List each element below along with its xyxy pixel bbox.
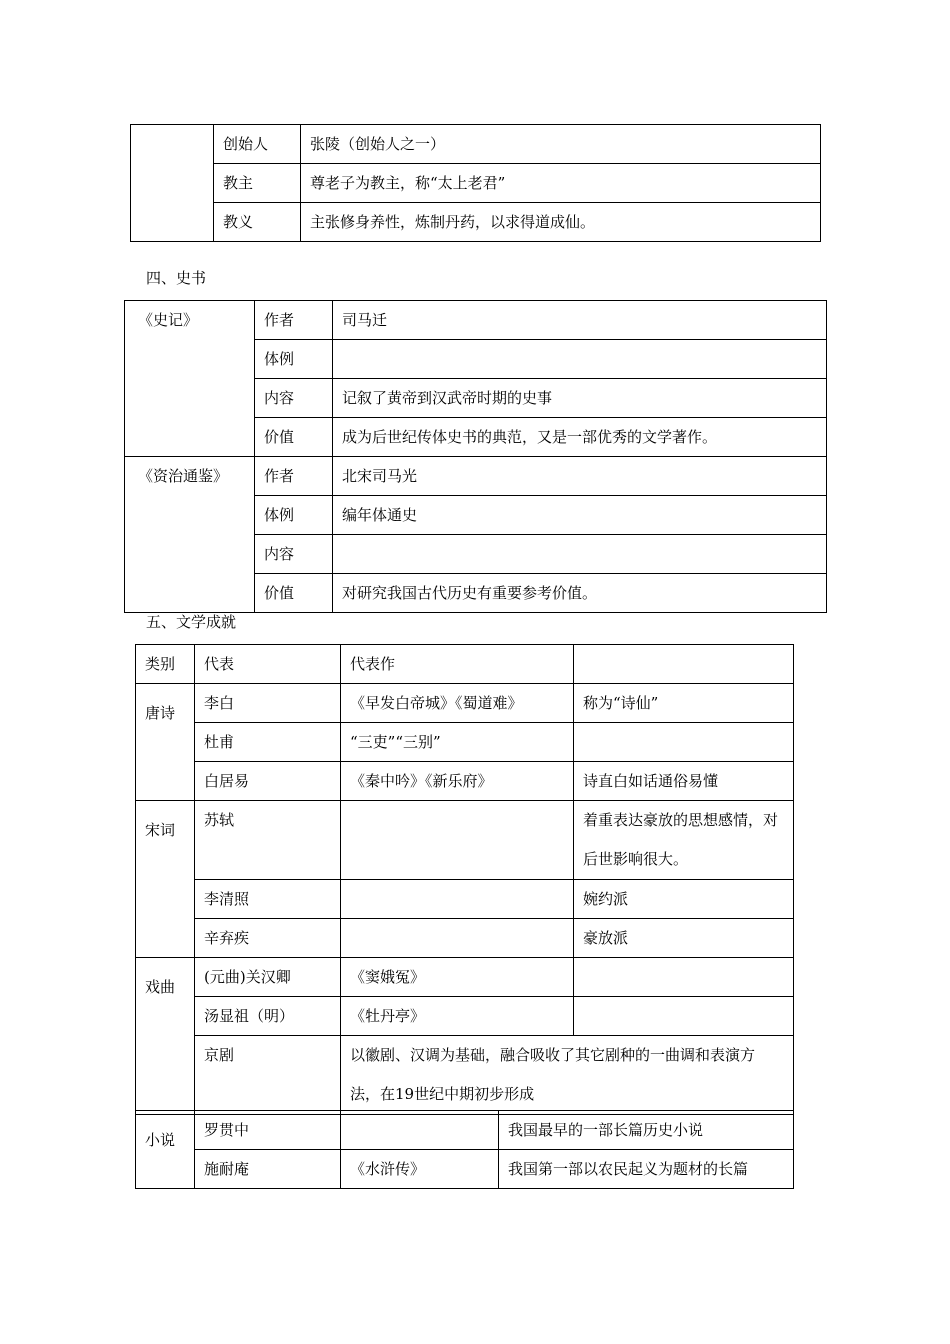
taoism-value: 主张修身养性，炼制丹药，以求得道成仙。 — [301, 203, 821, 242]
book-field-label: 体例 — [255, 496, 333, 535]
work: 《水浒传》 — [341, 1150, 499, 1189]
category-song: 宋词 — [136, 801, 195, 958]
category-tang: 唐诗 — [136, 684, 195, 801]
book-field-value: 记叙了黄帝到汉武帝时期的史事 — [333, 379, 827, 418]
note — [574, 958, 794, 997]
header-works: 代表作 — [341, 645, 574, 684]
author: 白居易 — [195, 762, 341, 801]
note — [574, 997, 794, 1036]
work: 《秦中吟》《新乐府》 — [341, 762, 574, 801]
author: 京剧 — [195, 1036, 341, 1115]
work — [341, 801, 574, 880]
book-name: 《史记》 — [125, 301, 255, 457]
book-field-value — [333, 535, 827, 574]
note: 我国第一部以农民起义为题材的长篇 — [499, 1150, 794, 1189]
author: 李清照 — [195, 880, 341, 919]
author: 辛弃疾 — [195, 919, 341, 958]
work — [341, 919, 574, 958]
note — [574, 723, 794, 762]
author: (元曲)关汉卿 — [195, 958, 341, 997]
book-field-label: 作者 — [255, 301, 333, 340]
note: 着重表达豪放的思想感情，对后世影响很大。 — [574, 801, 794, 880]
work — [341, 1111, 499, 1150]
note: 诗直白如话通俗易懂 — [574, 762, 794, 801]
book-field-label: 作者 — [255, 457, 333, 496]
note: 豪放派 — [574, 919, 794, 958]
note: 我国最早的一部长篇历史小说 — [499, 1111, 794, 1150]
taoism-value: 尊老子为教主，称“太上老君” — [301, 164, 821, 203]
taoism-label: 教主 — [214, 164, 301, 203]
book-field-value: 对研究我国古代历史有重要参考价值。 — [333, 574, 827, 613]
taoism-label: 创始人 — [214, 125, 301, 164]
work — [341, 880, 574, 919]
peking-opera-desc: 以徽剧、汉调为基础，融合吸收了其它剧种的一曲调和表演方法，在19世纪中期初步形成 — [341, 1036, 794, 1115]
taoism-merged-cell — [131, 125, 214, 242]
book-name: 《资治通鉴》 — [125, 457, 255, 613]
book-field-value: 编年体通史 — [333, 496, 827, 535]
header-representative: 代表 — [195, 645, 341, 684]
history-books-table — [124, 300, 827, 613]
section-heading-literature: 五、文学成就 — [146, 613, 237, 631]
work: 《牡丹亭》 — [341, 997, 574, 1036]
author: 李白 — [195, 684, 341, 723]
book-field-label: 内容 — [255, 535, 333, 574]
section-heading-history: 四、史书 — [146, 269, 207, 287]
novel-table — [135, 1110, 794, 1189]
book-field-label: 价值 — [255, 418, 333, 457]
book-field-value: 成为后世纪传体史书的典范，又是一部优秀的文学著作。 — [333, 418, 827, 457]
taoism-table — [130, 124, 821, 242]
book-field-value: 司马迁 — [333, 301, 827, 340]
author: 罗贯中 — [195, 1111, 341, 1150]
author: 施耐庵 — [195, 1150, 341, 1189]
header-category: 类别 — [136, 645, 195, 684]
note: 婉约派 — [574, 880, 794, 919]
header-note — [574, 645, 794, 684]
book-field-label: 体例 — [255, 340, 333, 379]
taoism-value: 张陵（创始人之一） — [301, 125, 821, 164]
book-field-label: 价值 — [255, 574, 333, 613]
category-drama: 戏曲 — [136, 958, 195, 1115]
work: 《早发白帝城》《蜀道难》 — [341, 684, 574, 723]
book-field-value — [333, 340, 827, 379]
author: 杜甫 — [195, 723, 341, 762]
author: 汤显祖（明） — [195, 997, 341, 1036]
category-novel: 小说 — [136, 1111, 195, 1189]
work: 《窦娥冤》 — [341, 958, 574, 997]
book-field-value: 北宋司马光 — [333, 457, 827, 496]
book-field-label: 内容 — [255, 379, 333, 418]
work: “三吏”“三别” — [341, 723, 574, 762]
literature-table — [135, 644, 794, 1115]
author: 苏轼 — [195, 801, 341, 880]
taoism-label: 教义 — [214, 203, 301, 242]
note: 称为“诗仙” — [574, 684, 794, 723]
